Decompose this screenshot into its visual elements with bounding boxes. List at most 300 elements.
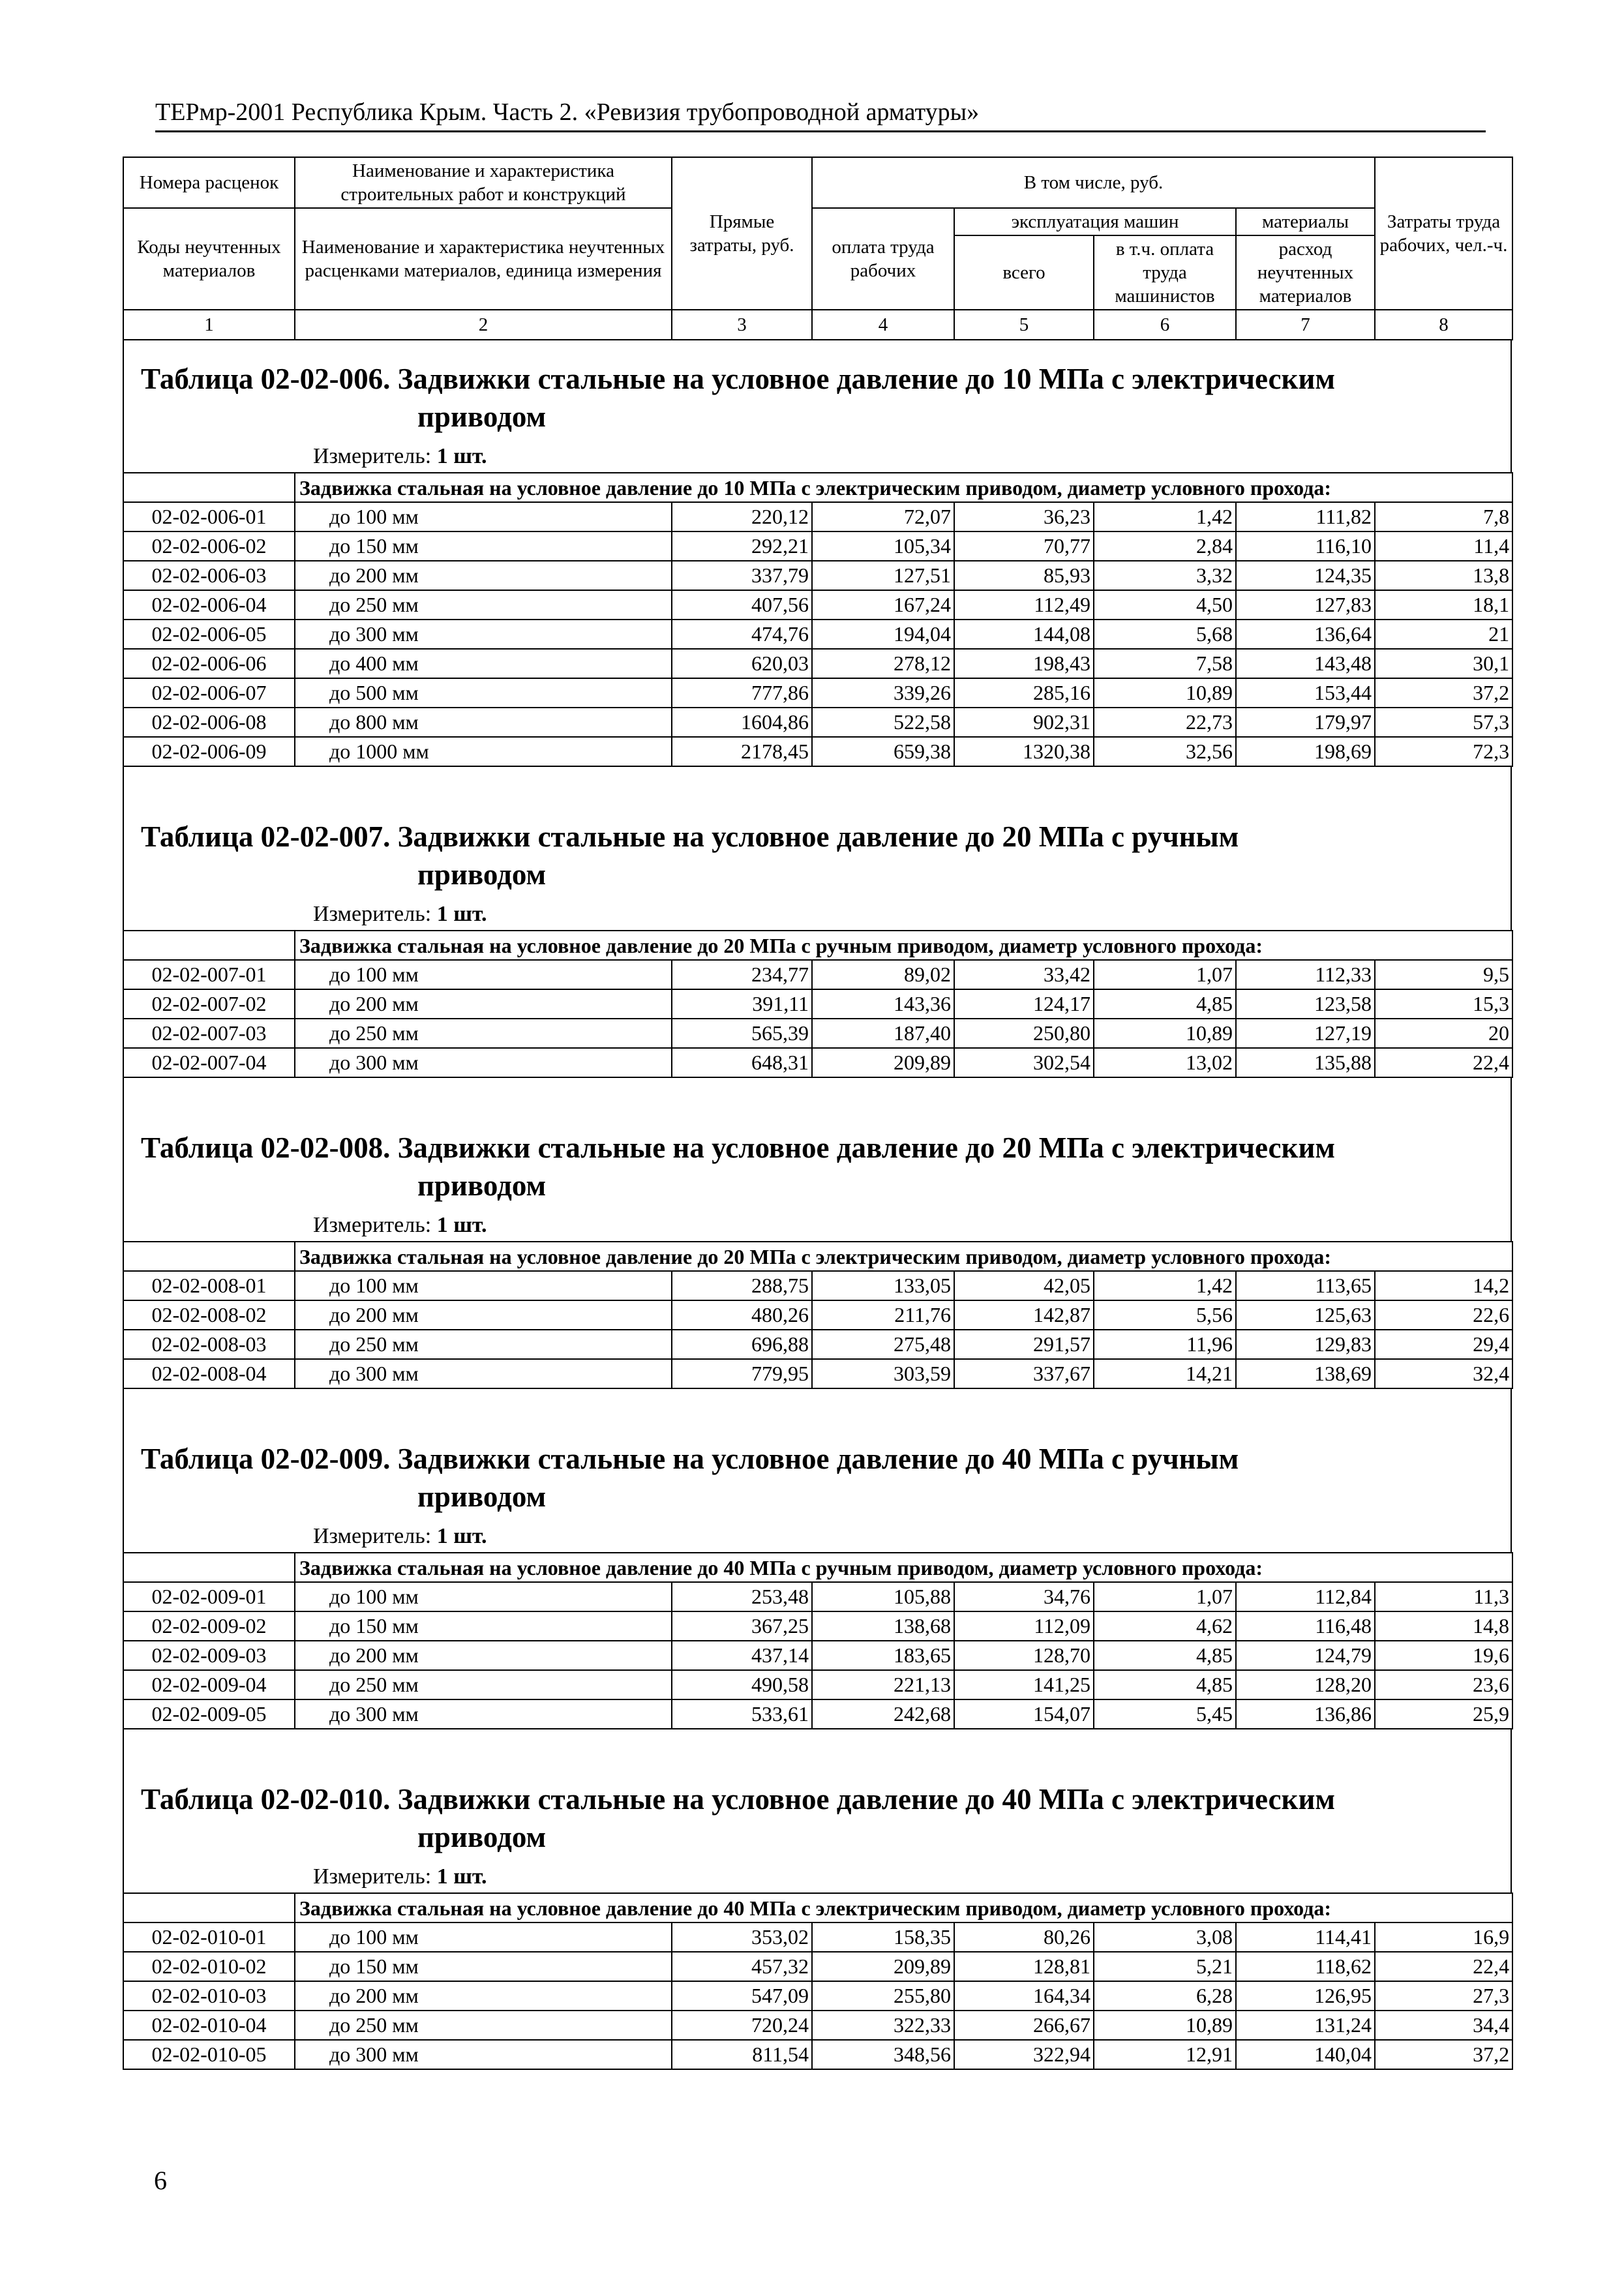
table-row [123,1359,1512,1388]
materials-cell: 138,69 [1236,1359,1375,1388]
worker-pay-cell: 138,68 [812,1611,954,1641]
labor-hours-cell: 30,1 [1375,649,1512,678]
table-row [123,1582,1512,1611]
machinist-pay-cell: 32,56 [1094,737,1236,766]
rate-code-cell: 02-02-010-02 [123,1952,295,1981]
machines-total-cell: 112,49 [954,590,1094,620]
table-row [123,1330,1512,1359]
table-row [123,737,1512,766]
rate-table-section [123,1109,1512,1241]
labor-hours-cell: 11,3 [1375,1582,1512,1611]
labor-hours-cell: 21 [1375,620,1512,649]
table-row [123,2011,1512,2040]
direct-costs-cell: 457,32 [672,1952,812,1981]
item-name-cell: до 800 мм [295,708,672,737]
group-heading: Задвижка стальная на условное давление до 10 МПа с электрическим приводом, диаметр условного прохода: [295,473,1512,502]
measure-value: 1 шт. [436,1213,487,1237]
table-row [123,620,1512,649]
item-name-cell: до 250 мм [295,1330,672,1359]
worker-pay-cell: 127,51 [812,561,954,590]
col-number: 8 [1375,310,1512,340]
item-name-cell: до 300 мм [295,1699,672,1729]
machines-total-cell: 34,76 [954,1582,1094,1611]
labor-hours-cell: 25,9 [1375,1699,1512,1729]
measure-value: 1 шт. [436,1524,487,1548]
worker-pay-cell: 275,48 [812,1330,954,1359]
machinist-pay-cell: 1,07 [1094,1582,1236,1611]
rate-table-section [123,1420,1512,1552]
machines-total-cell: 902,31 [954,708,1094,737]
group-row-empty-cell [123,1242,295,1271]
group-row-empty-cell [123,1893,295,1922]
direct-costs-cell: 490,58 [672,1670,812,1699]
col-number: 6 [1094,310,1236,340]
group-row-empty-cell [123,931,295,960]
section-gap [123,1729,1512,1761]
direct-costs-cell: 547,09 [672,1981,812,2011]
machinist-pay-cell: 10,89 [1094,678,1236,708]
col-number: 4 [812,310,954,340]
machinist-pay-cell: 11,96 [1094,1330,1236,1359]
table-row [123,1699,1512,1729]
direct-costs-cell: 220,12 [672,502,812,531]
worker-pay-cell: 303,59 [812,1359,954,1388]
direct-costs-cell: 480,26 [672,1300,812,1330]
measure-value: 1 шт. [436,902,487,926]
labor-hours-cell: 32,4 [1375,1359,1512,1388]
direct-costs-cell: 620,03 [672,649,812,678]
table-row [123,2040,1512,2069]
direct-costs-cell: 407,56 [672,590,812,620]
labor-hours-cell: 15,3 [1375,989,1512,1019]
direct-costs-cell: 533,61 [672,1699,812,1729]
machines-total-cell: 33,42 [954,960,1094,989]
table-title-text: Таблица 02-02-006. Задвижки стальные на условное давление до 10 МПа с электрическим [141,363,1336,395]
direct-costs-cell: 292,21 [672,531,812,561]
rate-code-cell: 02-02-009-05 [123,1699,295,1729]
materials-cell: 153,44 [1236,678,1375,708]
machines-total-cell: 322,94 [954,2040,1094,2069]
table-title [124,1420,1511,1516]
labor-hours-cell: 37,2 [1375,678,1512,708]
labor-hours-cell: 14,2 [1375,1271,1512,1300]
measure-label: Измеритель: [313,444,432,468]
table-row [123,590,1512,620]
machines-total-cell: 250,80 [954,1019,1094,1048]
machines-total-cell: 36,23 [954,502,1094,531]
worker-pay-cell: 211,76 [812,1300,954,1330]
item-name-cell: до 100 мм [295,1271,672,1300]
col-header-rate-numbers: Номера расценок [123,157,295,208]
rate-table-section [123,798,1512,930]
machines-total-cell: 291,57 [954,1330,1094,1359]
rate-table [123,1552,1513,1729]
table-title-continuation: приводом [417,400,547,433]
materials-cell: 124,35 [1236,561,1375,590]
item-name-cell: до 300 мм [295,620,672,649]
worker-pay-cell: 659,38 [812,737,954,766]
machines-total-cell: 1320,38 [954,737,1094,766]
machinist-pay-cell: 3,32 [1094,561,1236,590]
table-row [123,960,1512,989]
materials-cell: 116,10 [1236,531,1375,561]
machinist-pay-cell: 13,02 [1094,1048,1236,1077]
direct-costs-cell: 337,79 [672,561,812,590]
direct-costs-cell: 367,25 [672,1611,812,1641]
materials-cell: 127,19 [1236,1019,1375,1048]
item-name-cell: до 300 мм [295,1359,672,1388]
rate-code-cell: 02-02-007-03 [123,1019,295,1048]
worker-pay-cell: 221,13 [812,1670,954,1699]
rate-code-cell: 02-02-008-02 [123,1300,295,1330]
machinist-pay-cell: 4,62 [1094,1611,1236,1641]
machinist-pay-cell: 4,85 [1094,1670,1236,1699]
section-gap [123,1078,1512,1109]
col-header-direct-costs: Прямые затраты, руб. [672,157,812,310]
rate-code-cell: 02-02-006-02 [123,531,295,561]
group-heading: Задвижка стальная на условное давление до 20 МПа с ручным приводом, диаметр условного прохода: [295,931,1512,960]
machinist-pay-cell: 1,42 [1094,502,1236,531]
measure-label: Измеритель: [313,1213,432,1237]
table-row [123,1952,1512,1981]
worker-pay-cell: 348,56 [812,2040,954,2069]
item-name-cell: до 1000 мм [295,737,672,766]
labor-hours-cell: 34,4 [1375,2011,1512,2040]
machinist-pay-cell: 3,08 [1094,1922,1236,1952]
rate-code-cell: 02-02-006-09 [123,737,295,766]
direct-costs-cell: 811,54 [672,2040,812,2069]
machinist-pay-cell: 4,50 [1094,590,1236,620]
measure-label: Измеритель: [313,902,432,926]
machinist-pay-cell: 5,45 [1094,1699,1236,1729]
item-name-cell: до 200 мм [295,1641,672,1670]
measure-unit [124,1856,1511,1893]
table-title-continuation: приводом [417,1821,547,1853]
machinist-pay-cell: 1,42 [1094,1271,1236,1300]
worker-pay-cell: 339,26 [812,678,954,708]
labor-hours-cell: 37,2 [1375,2040,1512,2069]
rate-code-cell: 02-02-010-05 [123,2040,295,2069]
machinist-pay-cell: 4,85 [1094,989,1236,1019]
machines-total-cell: 128,81 [954,1952,1094,1981]
machinist-pay-cell: 2,84 [1094,531,1236,561]
rate-table [123,930,1513,1078]
machinist-pay-cell: 5,56 [1094,1300,1236,1330]
direct-costs-cell: 696,88 [672,1330,812,1359]
direct-costs-cell: 777,86 [672,678,812,708]
item-name-cell: до 500 мм [295,678,672,708]
labor-hours-cell: 57,3 [1375,708,1512,737]
labor-hours-cell: 14,8 [1375,1611,1512,1641]
labor-hours-cell: 22,6 [1375,1300,1512,1330]
rate-code-cell: 02-02-007-04 [123,1048,295,1077]
table-row [123,531,1512,561]
table-title [124,340,1511,436]
table-title [124,798,1511,893]
direct-costs-cell: 391,11 [672,989,812,1019]
col-number: 5 [954,310,1094,340]
materials-cell: 136,86 [1236,1699,1375,1729]
col-header-machines: эксплуатация машин [954,208,1236,235]
item-name-cell: до 100 мм [295,1582,672,1611]
item-name-cell: до 150 мм [295,1952,672,1981]
materials-cell: 127,83 [1236,590,1375,620]
labor-hours-cell: 72,3 [1375,737,1512,766]
materials-cell: 112,84 [1236,1582,1375,1611]
worker-pay-cell: 72,07 [812,502,954,531]
table-row [123,1922,1512,1952]
group-row-empty-cell [123,1553,295,1582]
worker-pay-cell: 105,88 [812,1582,954,1611]
table-row [123,1048,1512,1077]
group-row [123,931,1512,960]
group-row [123,473,1512,502]
rate-table [123,1241,1513,1389]
group-heading: Задвижка стальная на условное давление до 20 МПа с электрическим приводом, диаметр условного прохода: [295,1242,1512,1271]
materials-cell: 129,83 [1236,1330,1375,1359]
item-name-cell: до 250 мм [295,590,672,620]
measure-unit [124,893,1511,930]
worker-pay-cell: 278,12 [812,649,954,678]
labor-hours-cell: 16,9 [1375,1922,1512,1952]
table-row [123,1271,1512,1300]
group-row [123,1242,1512,1271]
machines-total-cell: 85,93 [954,561,1094,590]
table-title-text: Таблица 02-02-009. Задвижки стальные на условное давление до 40 МПа с ручным [141,1443,1239,1475]
rate-code-cell: 02-02-009-02 [123,1611,295,1641]
item-name-cell: до 300 мм [295,1048,672,1077]
group-row [123,1893,1512,1922]
worker-pay-cell: 187,40 [812,1019,954,1048]
machines-total-cell: 42,05 [954,1271,1094,1300]
direct-costs-cell: 353,02 [672,1922,812,1952]
materials-cell: 111,82 [1236,502,1375,531]
direct-costs-cell: 648,31 [672,1048,812,1077]
machines-total-cell: 142,87 [954,1300,1094,1330]
materials-cell: 140,04 [1236,2040,1375,2069]
machines-total-cell: 112,09 [954,1611,1094,1641]
materials-cell: 118,62 [1236,1952,1375,1981]
item-name-cell: до 100 мм [295,960,672,989]
machinist-pay-cell: 22,73 [1094,708,1236,737]
item-name-cell: до 200 мм [295,989,672,1019]
rate-table [123,1893,1513,2070]
machinist-pay-cell: 6,28 [1094,1981,1236,2011]
col-header-materials: материалы [1236,208,1375,235]
table-row [123,1641,1512,1670]
rate-code-cell: 02-02-006-01 [123,502,295,531]
labor-hours-cell: 9,5 [1375,960,1512,989]
worker-pay-cell: 322,33 [812,2011,954,2040]
materials-cell: 198,69 [1236,737,1375,766]
worker-pay-cell: 242,68 [812,1699,954,1729]
table-row [123,1670,1512,1699]
worker-pay-cell: 209,89 [812,1048,954,1077]
materials-cell: 135,88 [1236,1048,1375,1077]
item-name-cell: до 200 мм [295,1981,672,2011]
table-row [123,561,1512,590]
table-title-continuation: приводом [417,1480,547,1513]
measure-unit [124,1516,1511,1552]
machinist-pay-cell: 5,21 [1094,1952,1236,1981]
materials-cell: 179,97 [1236,708,1375,737]
rate-tables [123,340,1512,2070]
labor-hours-cell: 13,8 [1375,561,1512,590]
direct-costs-cell: 253,48 [672,1582,812,1611]
direct-costs-cell: 779,95 [672,1359,812,1388]
rate-code-cell: 02-02-008-03 [123,1330,295,1359]
direct-costs-cell: 474,76 [672,620,812,649]
page-header: ТЕРмр-2001 Республика Крым. Часть 2. «Ревизия трубопроводной арматуры» [155,98,1486,132]
item-name-cell: до 200 мм [295,561,672,590]
table-row [123,1019,1512,1048]
machines-total-cell: 70,77 [954,531,1094,561]
rate-code-cell: 02-02-010-01 [123,1922,295,1952]
worker-pay-cell: 133,05 [812,1271,954,1300]
measure-value: 1 шт. [436,444,487,468]
labor-hours-cell: 19,6 [1375,1641,1512,1670]
direct-costs-cell: 2178,45 [672,737,812,766]
labor-hours-cell: 23,6 [1375,1670,1512,1699]
measure-unit [124,1204,1511,1241]
section-gap [123,767,1512,798]
measure-label: Измеритель: [313,1524,432,1548]
materials-cell: 113,65 [1236,1271,1375,1300]
labor-hours-cell: 29,4 [1375,1330,1512,1359]
machines-total-cell: 198,43 [954,649,1094,678]
col-header-labor-hours: Затраты труда рабочих, чел.-ч. [1375,157,1512,310]
col-header-machines-total: всего [954,235,1094,310]
direct-costs-cell: 1604,86 [672,708,812,737]
direct-costs-cell: 234,77 [672,960,812,989]
table-row [123,989,1512,1019]
labor-hours-cell: 22,4 [1375,1048,1512,1077]
group-row-empty-cell [123,473,295,502]
table-row [123,1981,1512,2011]
item-name-cell: до 250 мм [295,1019,672,1048]
worker-pay-cell: 158,35 [812,1922,954,1952]
direct-costs-cell: 720,24 [672,2011,812,2040]
col-header-machinist-pay: в т.ч. оплата труда машинистов [1094,235,1236,310]
page-number: 6 [154,2166,167,2195]
rate-code-cell: 02-02-006-05 [123,620,295,649]
table-title-text: Таблица 02-02-010. Задвижки стальные на условное давление до 40 МПа с электрическим [141,1783,1336,1816]
group-heading: Задвижка стальная на условное давление до 40 МПа с электрическим приводом, диаметр условного прохода: [295,1893,1512,1922]
col-number: 7 [1236,310,1375,340]
materials-cell: 128,20 [1236,1670,1375,1699]
group-row [123,1553,1512,1582]
section-gap [123,1389,1512,1420]
table-row [123,708,1512,737]
col-header-material-codes: Коды неучтенных материалов [123,208,295,310]
measure-label: Измеритель: [313,1864,432,1889]
rate-code-cell: 02-02-009-01 [123,1582,295,1611]
machinist-pay-cell: 7,58 [1094,649,1236,678]
item-name-cell: до 150 мм [295,531,672,561]
measure-value: 1 шт. [436,1864,487,1889]
materials-cell: 143,48 [1236,649,1375,678]
col-number: 2 [295,310,672,340]
col-number: 1 [123,310,295,340]
col-header-material-usage: расход неучтенных материалов [1236,235,1375,310]
table-row [123,1611,1512,1641]
rate-code-cell: 02-02-006-08 [123,708,295,737]
machinist-pay-cell: 12,91 [1094,2040,1236,2069]
machines-total-cell: 164,34 [954,1981,1094,2011]
materials-cell: 124,79 [1236,1641,1375,1670]
materials-cell: 126,95 [1236,1981,1375,2011]
item-name-cell: до 400 мм [295,649,672,678]
table-title-text: Таблица 02-02-008. Задвижки стальные на условное давление до 20 МПа с электрическим [141,1131,1336,1164]
item-name-cell: до 300 мм [295,2040,672,2069]
item-name-cell: до 250 мм [295,2011,672,2040]
rate-code-cell: 02-02-006-03 [123,561,295,590]
group-heading: Задвижка стальная на условное давление до 40 МПа с ручным приводом, диаметр условного прохода: [295,1553,1512,1582]
worker-pay-cell: 143,36 [812,989,954,1019]
rate-code-cell: 02-02-010-04 [123,2011,295,2040]
machinist-pay-cell: 10,89 [1094,1019,1236,1048]
worker-pay-cell: 522,58 [812,708,954,737]
labor-hours-cell: 11,4 [1375,531,1512,561]
machinist-pay-cell: 5,68 [1094,620,1236,649]
table-title-text: Таблица 02-02-007. Задвижки стальные на условное давление до 20 МПа с ручным [141,820,1239,853]
machines-total-cell: 128,70 [954,1641,1094,1670]
rate-table-section [123,1761,1512,1893]
worker-pay-cell: 105,34 [812,531,954,561]
materials-cell: 125,63 [1236,1300,1375,1330]
worker-pay-cell: 89,02 [812,960,954,989]
worker-pay-cell: 194,04 [812,620,954,649]
rate-code-cell: 02-02-007-02 [123,989,295,1019]
machines-total-cell: 302,54 [954,1048,1094,1077]
table-row [123,502,1512,531]
rate-code-cell: 02-02-006-04 [123,590,295,620]
machines-total-cell: 154,07 [954,1699,1094,1729]
rate-code-cell: 02-02-007-01 [123,960,295,989]
machinist-pay-cell: 1,07 [1094,960,1236,989]
rate-code-cell: 02-02-008-04 [123,1359,295,1388]
rate-code-cell: 02-02-006-07 [123,678,295,708]
col-header-worker-pay: оплата труда рабочих [812,208,954,310]
table-title [124,1109,1511,1204]
rate-table-section [123,340,1512,472]
machinist-pay-cell: 14,21 [1094,1359,1236,1388]
labor-hours-cell: 7,8 [1375,502,1512,531]
col-header-including: В том числе, руб. [812,157,1375,208]
col-header-work-name: Наименование и характеристика строительных работ и конструкций [295,157,672,208]
labor-hours-cell: 27,3 [1375,1981,1512,2011]
machines-total-cell: 266,67 [954,2011,1094,2040]
worker-pay-cell: 167,24 [812,590,954,620]
item-name-cell: до 250 мм [295,1670,672,1699]
worker-pay-cell: 209,89 [812,1952,954,1981]
col-header-material-name: Наименование и характеристика неучтенных расценками материалов, единица измерения [295,208,672,310]
measure-unit [124,436,1511,472]
table-title [124,1761,1511,1856]
materials-cell: 116,48 [1236,1611,1375,1641]
materials-cell: 131,24 [1236,2011,1375,2040]
machines-total-cell: 285,16 [954,678,1094,708]
item-name-cell: до 100 мм [295,502,672,531]
table-row [123,649,1512,678]
labor-hours-cell: 22,4 [1375,1952,1512,1981]
materials-cell: 114,41 [1236,1922,1375,1952]
worker-pay-cell: 183,65 [812,1641,954,1670]
item-name-cell: до 150 мм [295,1611,672,1641]
table-title-continuation: приводом [417,858,547,891]
rate-code-cell: 02-02-008-01 [123,1271,295,1300]
rate-code-cell: 02-02-009-04 [123,1670,295,1699]
